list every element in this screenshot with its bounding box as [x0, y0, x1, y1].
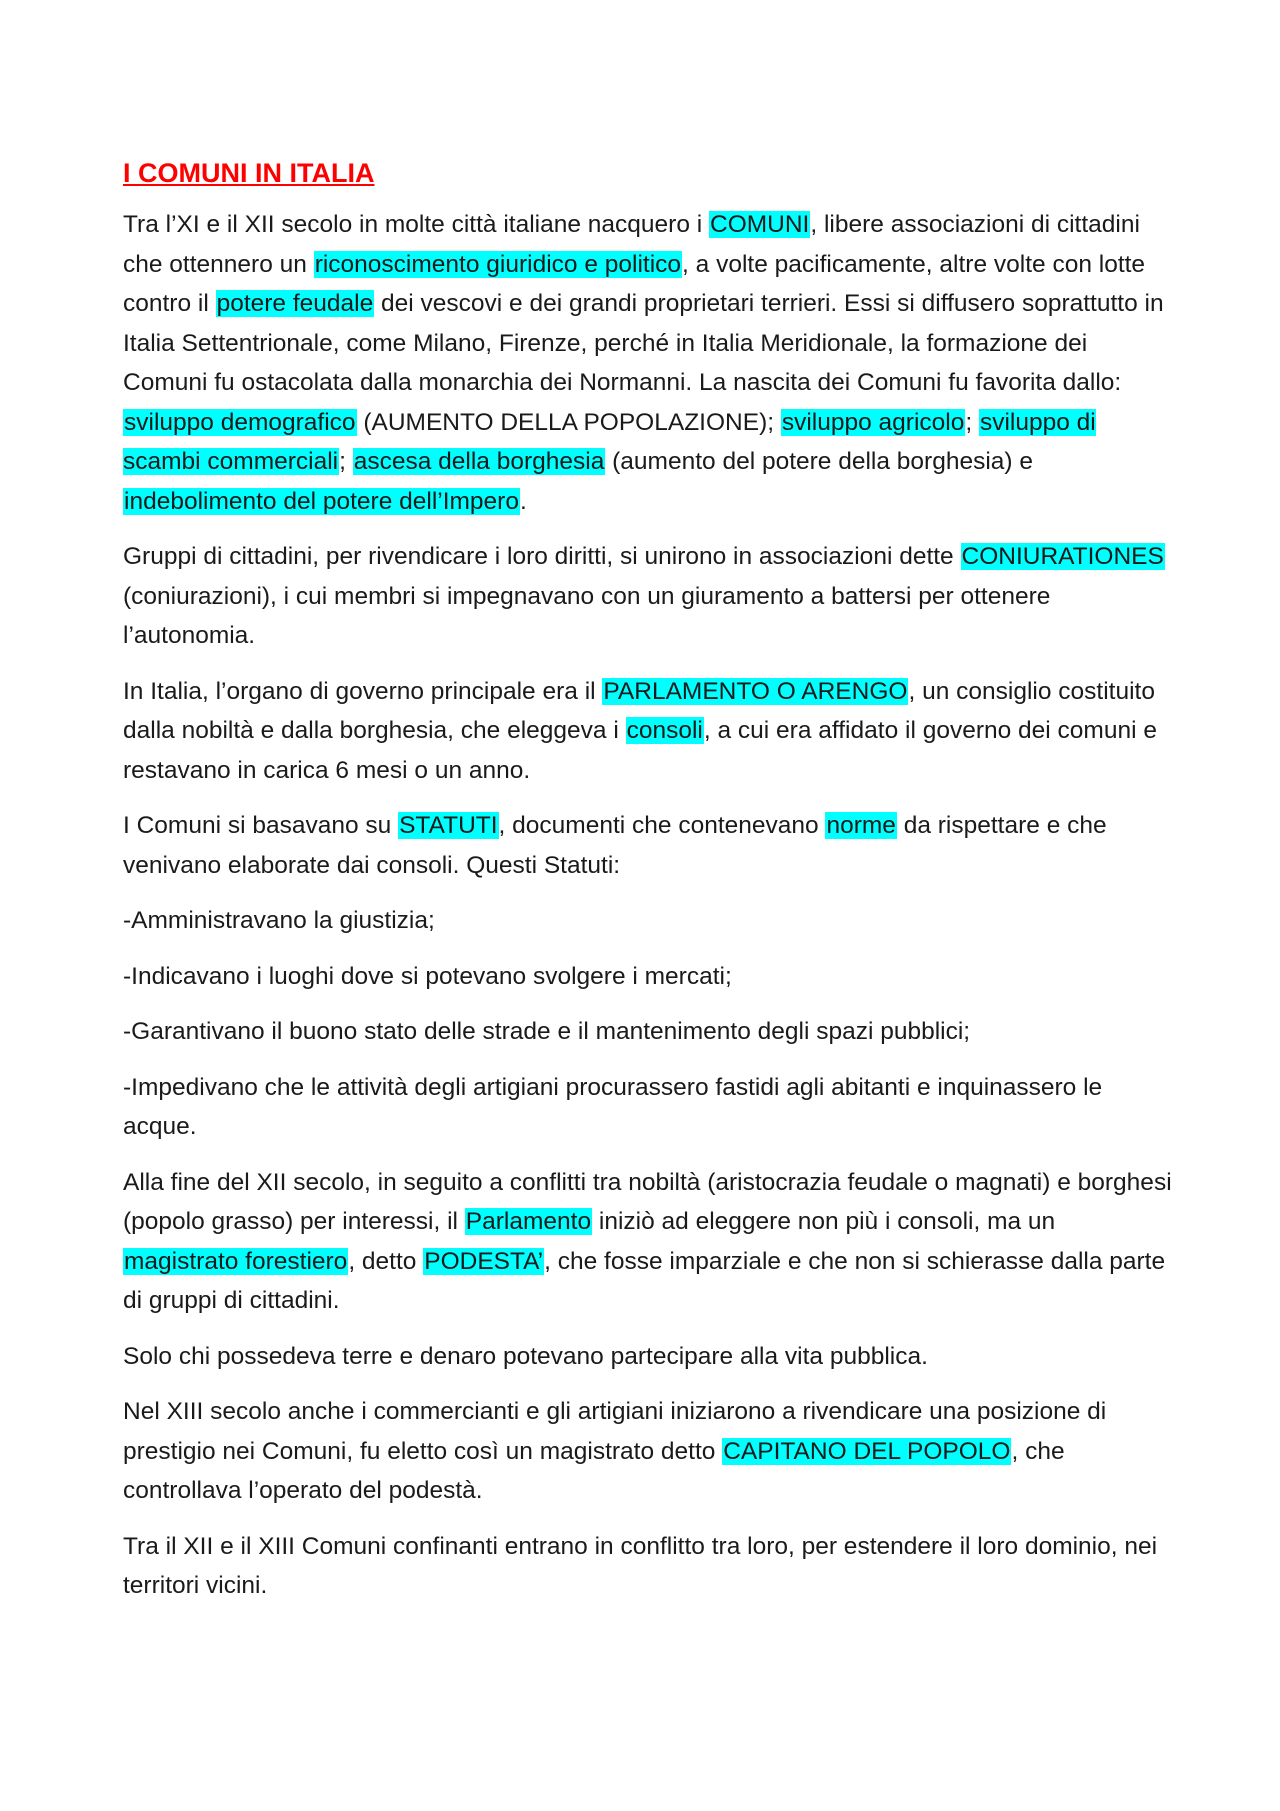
paragraph-capitano: Nel XIII secolo anche i commercianti e gli artigiani iniziarono a rivendicare una posizione di prestigio nei Comuni, fu eletto così un magistrato detto CAPITANO DEL POPOLO, che controllava l’operato del podestà.: [123, 1398, 1107, 1504]
highlight-parlamento-arengo: PARLAMENTO O ARENGO: [603, 677, 908, 705]
highlight-comuni: COMUNI: [710, 211, 810, 238]
highlight-ascesa-borghesia: ascesa della borghesia: [353, 448, 605, 475]
highlight-statuti: STATUTI: [399, 812, 498, 839]
highlight-parlamento: Parlamento: [465, 1208, 592, 1235]
paragraph-coniurationes: Gruppi di cittadini, per rivendicare i loro diritti, si unirono in associazioni dette CONIURATIONES (coniurazioni), i cui membri si impegnavano con un giuramento a battersi per ottenere l’autonomia.: [123, 543, 1164, 649]
highlight-coniurationes: CONIURATIONES: [961, 543, 1164, 570]
list-item-mercati: -Indicavano i luoghi dove si potevano svolgere i mercati;: [123, 962, 732, 990]
highlight-capitano-popolo: CAPITANO DEL POPOLO: [723, 1437, 1011, 1465]
list-item-giustizia: -Amministravano la giustizia;: [123, 907, 435, 934]
paragraph-statuti: I Comuni si basavano su STATUTI, documenti che contenevano norme da rispettare e che venivano elaborate dai consoli. Questi Statuti:: [123, 812, 1107, 879]
highlight-norme: norme: [826, 812, 896, 839]
highlight-consoli: consoli: [626, 717, 703, 744]
list-item-strade: -Garantivano il buono stato delle strade e il mantenimento degli spazi pubblici;: [123, 1018, 971, 1045]
highlight-magistrato-forestiero: magistrato forestiero: [124, 1247, 348, 1275]
paragraph-vita-pubblica: Solo chi possedeva terre e denaro potevano partecipare alla vita pubblica.: [123, 1342, 928, 1370]
paragraph-parlamento: In Italia, l’organo di governo principale era il PARLAMENTO O ARENGO, un consiglio costituito dalla nobiltà e dalla borghesia, che eleggeva i consoli, a cui era affidato il governo dei comuni e restavano in carica 6 mesi o un anno.: [123, 677, 1157, 784]
highlight-sviluppo-demografico: sviluppo demografico: [124, 408, 356, 436]
document-page: [123, 155, 1173, 1622]
highlight-riconoscimento: riconoscimento giuridico e politico: [314, 250, 682, 278]
paragraph-podesta: Alla fine del XII secolo, in seguito a conflitti tra nobiltà (aristocrazia feudale o magnati) e borghesi (popolo grasso) per interessi, il Parlamento iniziò ad eleggere non più i consoli, ma un magistrato forestiero, detto PODESTA’, che fosse imparziale e che non si schierasse dalla parte di gruppi di cittadini.: [123, 1168, 1172, 1314]
page-title: I COMUNI IN ITALIA: [123, 158, 375, 188]
highlight-indebolimento-impero: indebolimento del potere dell’Impero: [124, 487, 519, 515]
highlight-scambi-commerciali: sviluppo di scambi commerciali: [123, 408, 1096, 475]
list-item-artigiani: -Impedivano che le attività degli artigiani procurassero fastidi agli abitanti e inquinassero le acque.: [123, 1073, 1103, 1140]
paragraph-origins: Tra l’XI e il XII secolo in molte città italiane nacquero i COMUNI, libere associazioni di cittadini che ottennero un riconoscimento giuridico e politico, a volte pacificamente, altre volte con lotte contro il potere feudale dei vescovi e dei grandi proprietari terrieri. Essi si diffusero soprattutto in Italia Settentrionale, come Milano, Firenze, perché in Italia Meridionale, la formazione dei Comuni fu ostacolata dalla monarchia dei Normanni. La nascita dei Comuni fu favorita dallo: sviluppo demografico (AUMENTO DELLA POPOLAZIONE); sviluppo agricolo; sviluppo di scambi commerciali; ascesa della borghesia (aumento del potere della borghesia) e indebolimento del potere dell’Impero.: [123, 211, 1164, 515]
highlight-sviluppo-agricolo: sviluppo agricolo: [781, 408, 965, 436]
highlight-potere-feudale: potere feudale: [216, 290, 374, 317]
highlight-podesta: PODESTA’: [424, 1247, 544, 1275]
paragraph-conflitti: Tra il XII e il XIII Comuni confinanti entrano in conflitto tra loro, per estendere il loro dominio, nei territori vicini.: [123, 1532, 1158, 1599]
